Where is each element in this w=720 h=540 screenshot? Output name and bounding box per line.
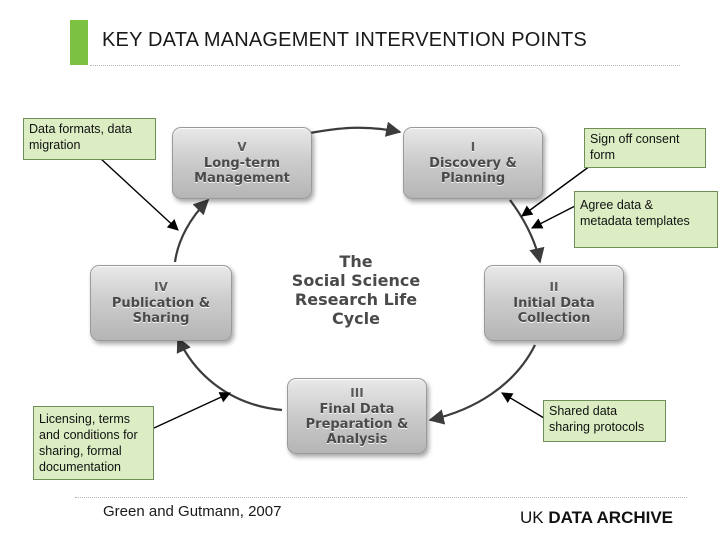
cycle-arrow-iv-to-v xyxy=(175,200,208,262)
stage-numeral: II xyxy=(549,280,559,294)
stage-publication-sharing xyxy=(90,265,232,341)
note-sharing-protocols: Shared data sharing protocols xyxy=(543,400,666,442)
pointer-protocols xyxy=(502,393,544,418)
logo-prefix: UK xyxy=(520,508,544,527)
footer-divider xyxy=(75,497,687,498)
stage-final-data-preparation xyxy=(287,378,427,454)
stage-initial-data-collection xyxy=(484,265,624,341)
note-data-formats: Data formats, data migration xyxy=(23,118,156,160)
stage-label: Final Data Preparation & Analysis xyxy=(305,401,409,447)
stage-label: Initial Data Collection xyxy=(513,296,595,326)
stage-numeral: IV xyxy=(154,280,168,294)
stage-numeral: V xyxy=(237,140,247,154)
logo-bold-text: DATA ARCHIVE xyxy=(548,508,674,527)
pointer-templates xyxy=(532,205,577,228)
cycle-center-title: The Social Science Research Life Cycle xyxy=(291,252,421,328)
stage-numeral: III xyxy=(350,385,364,400)
note-licensing: Licensing, terms and conditions for sharing, formal documentation xyxy=(33,406,154,480)
pointer-data-formats xyxy=(100,158,178,230)
stage-label: Long-term Management xyxy=(194,156,290,186)
uk-data-archive-logo xyxy=(520,508,673,528)
cycle-arrow-i-to-ii xyxy=(510,200,540,262)
note-sign-off-consent: Sign off consent form xyxy=(584,128,706,168)
pointer-licensing xyxy=(154,393,230,428)
stage-label: Publication & Sharing xyxy=(111,296,211,326)
cycle-arrow-v-to-i xyxy=(305,128,400,134)
page-title: KEY DATA MANAGEMENT INTERVENTION POINTS xyxy=(102,29,587,51)
stage-discovery-planning xyxy=(403,127,543,199)
stage-long-term-management xyxy=(172,127,312,199)
cycle-arrow-iii-to-iv xyxy=(178,338,282,410)
stage-numeral: I xyxy=(470,140,476,154)
note-agree-templates: Agree data & metadata templates xyxy=(574,191,718,248)
cycle-arrow-ii-to-iii xyxy=(430,345,535,420)
citation: Green and Gutmann, 2007 xyxy=(103,503,282,520)
stage-label: Discovery & Planning xyxy=(429,156,517,186)
